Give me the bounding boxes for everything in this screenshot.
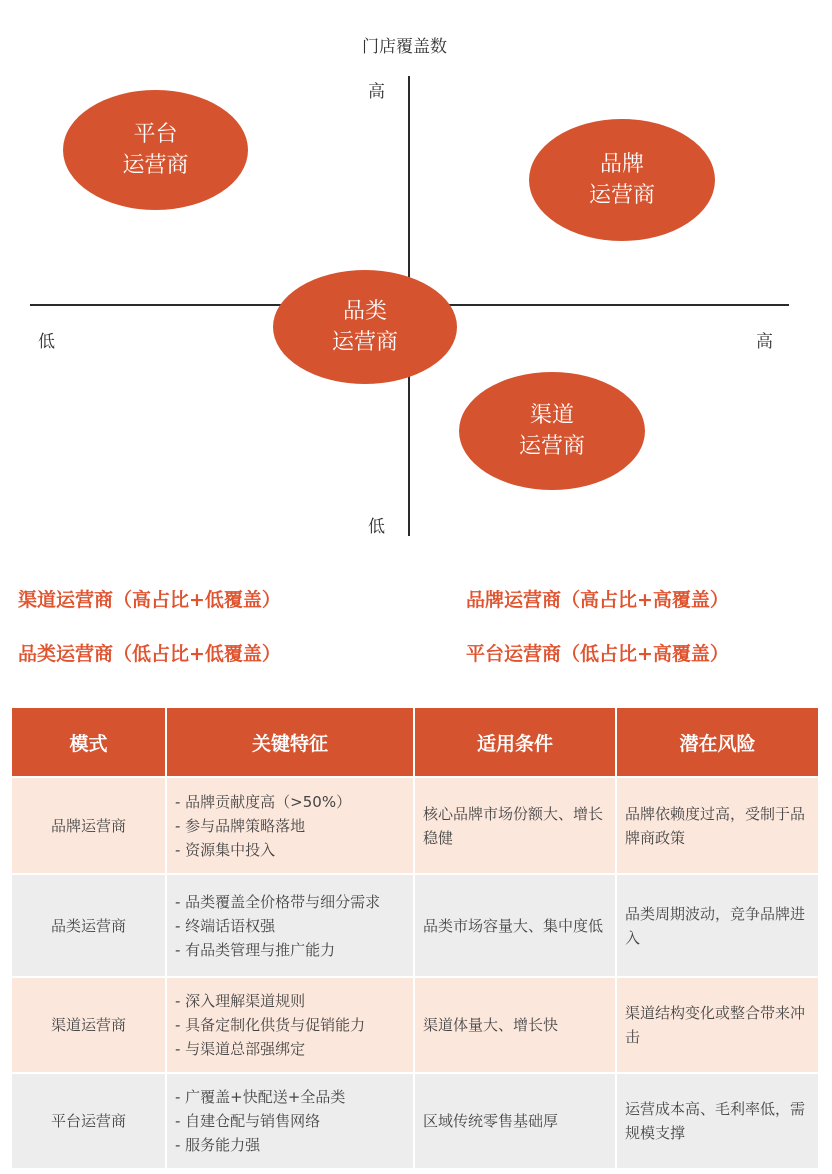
table-row bbox=[11, 874, 819, 977]
header-risks: 潜在风险 bbox=[616, 707, 819, 777]
quadrant-platform-operator bbox=[63, 90, 248, 210]
y-axis-high-label: 高 bbox=[368, 82, 385, 102]
feature-item: - 参与品牌策略落地 bbox=[175, 816, 306, 835]
feature-item: - 自建仓配与销售网络 bbox=[175, 1112, 321, 1130]
cell-mode: 品类运营商 bbox=[11, 874, 166, 977]
cell-features bbox=[166, 1073, 414, 1169]
x-axis-high-label: 高 bbox=[756, 332, 773, 352]
y-axis-title: 门店覆盖数 bbox=[362, 37, 447, 57]
cell-features bbox=[166, 874, 414, 977]
cell-risks: 运营成本高、毛利率低，需规模支撑 bbox=[616, 1073, 819, 1169]
cell-features bbox=[166, 977, 414, 1073]
cell-mode: 平台运营商 bbox=[11, 1073, 166, 1169]
feature-item: - 与渠道总部强绑定 bbox=[175, 1040, 306, 1058]
cell-risks: 品类周期波动，竞争品牌进入 bbox=[616, 874, 819, 977]
feature-item: - 具备定制化供货与促销能力 bbox=[175, 1016, 366, 1034]
quadrant-label-line2: 运营商 bbox=[588, 183, 655, 208]
quadrant-label-line1: 品牌 bbox=[599, 152, 644, 177]
header-conditions: 适用条件 bbox=[414, 707, 616, 777]
cell-mode: 渠道运营商 bbox=[11, 977, 166, 1073]
table-row bbox=[11, 777, 819, 874]
legend-channel-operator: 渠道运营商（高占比+低覆盖） bbox=[18, 589, 281, 611]
feature-item: - 终端话语权强 bbox=[175, 916, 276, 935]
x-axis-low-label: 低 bbox=[38, 332, 55, 352]
table-row bbox=[11, 1073, 819, 1169]
legend-brand-operator: 品牌运营商（高占比+高覆盖） bbox=[466, 589, 729, 611]
cell-risks: 品牌依赖度过高，受制于品牌商政策 bbox=[616, 777, 819, 874]
quadrant-label-line1: 渠道 bbox=[529, 403, 574, 428]
quadrant-label-line1: 品类 bbox=[342, 299, 387, 324]
cell-risks: 渠道结构变化或整合带来冲击 bbox=[616, 977, 819, 1073]
table-row bbox=[11, 977, 819, 1073]
operator-model-table bbox=[10, 706, 818, 1170]
cell-conditions: 渠道体量大、增长快 bbox=[414, 977, 616, 1073]
feature-item: - 资源集中投入 bbox=[175, 840, 276, 859]
cell-mode: 品牌运营商 bbox=[11, 777, 166, 874]
y-axis-low-label: 低 bbox=[368, 517, 385, 537]
header-mode: 模式 bbox=[11, 707, 166, 777]
header-key-features: 关键特征 bbox=[166, 707, 414, 777]
quadrant-channel-operator bbox=[459, 372, 645, 490]
feature-item: - 品牌贡献度高（>50%） bbox=[175, 792, 352, 811]
quadrant-category-operator bbox=[273, 270, 457, 384]
feature-item: - 广覆盖+快配送+全品类 bbox=[175, 1088, 346, 1106]
legend-category-operator: 品类运营商（低占比+低覆盖） bbox=[18, 643, 281, 665]
quadrant-diagram bbox=[0, 0, 832, 560]
table-header-row bbox=[11, 707, 819, 777]
feature-item: - 有品类管理与推广能力 bbox=[175, 940, 336, 959]
feature-item: - 深入理解渠道规则 bbox=[175, 992, 306, 1010]
quadrant-label-line2: 运营商 bbox=[331, 330, 398, 355]
feature-item: - 服务能力强 bbox=[175, 1136, 261, 1154]
quadrant-brand-operator bbox=[529, 119, 715, 241]
cell-conditions: 区域传统零售基础厚 bbox=[414, 1073, 616, 1169]
cell-features bbox=[166, 777, 414, 874]
cell-conditions: 品类市场容量大、集中度低 bbox=[414, 874, 616, 977]
quadrant-label-line2: 运营商 bbox=[518, 434, 585, 459]
quadrant-label-line2: 运营商 bbox=[122, 153, 189, 178]
legend-platform-operator: 平台运营商（低占比+高覆盖） bbox=[466, 643, 729, 665]
quadrant-label-line1: 平台 bbox=[133, 122, 178, 147]
cell-conditions: 核心品牌市场份额大、增长稳健 bbox=[414, 777, 616, 874]
feature-item: - 品类覆盖全价格带与细分需求 bbox=[175, 892, 381, 911]
